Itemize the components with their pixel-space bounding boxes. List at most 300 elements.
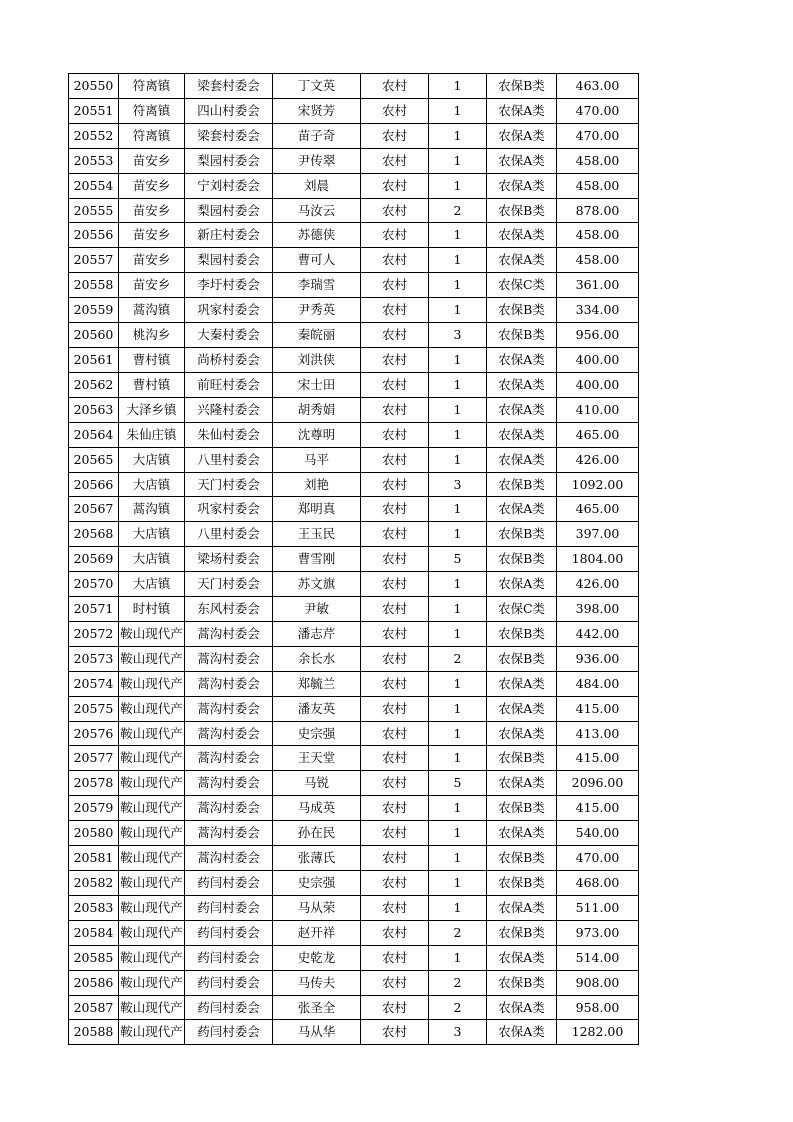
insurance-category-cell: 农保B类 (487, 621, 557, 646)
table-row (69, 746, 639, 771)
village-committee-cell: 蒿沟村委会 (185, 621, 273, 646)
person-name-cell: 曹雪刚 (273, 547, 361, 572)
insurance-category-cell: 农保B类 (487, 547, 557, 572)
person-count-cell: 1 (429, 273, 487, 298)
amount-cell: 470.00 (557, 98, 639, 123)
village-committee-cell: 药闫村委会 (185, 945, 273, 970)
insurance-category-cell: 农保A类 (487, 721, 557, 746)
village-committee-cell: 药闫村委会 (185, 920, 273, 945)
insurance-category-cell: 农保A类 (487, 671, 557, 696)
amount-cell: 398.00 (557, 597, 639, 622)
town-cell: 大店镇 (119, 472, 185, 497)
household-type-cell: 农村 (361, 422, 429, 447)
household-type-cell: 农村 (361, 497, 429, 522)
person-count-cell: 2 (429, 198, 487, 223)
town-cell: 苗安乡 (119, 173, 185, 198)
household-type-cell: 农村 (361, 98, 429, 123)
village-committee-cell: 药闫村委会 (185, 895, 273, 920)
person-count-cell: 1 (429, 397, 487, 422)
village-committee-cell: 梁套村委会 (185, 123, 273, 148)
household-type-cell: 农村 (361, 347, 429, 372)
town-cell: 鞍山现代产 (119, 1020, 185, 1045)
amount-cell: 465.00 (557, 497, 639, 522)
household-type-cell: 农村 (361, 173, 429, 198)
table-row (69, 995, 639, 1020)
person-name-cell: 丁文英 (273, 74, 361, 99)
insurance-category-cell: 农保C类 (487, 597, 557, 622)
village-committee-cell: 大秦村委会 (185, 323, 273, 348)
amount-cell: 334.00 (557, 298, 639, 323)
amount-cell: 878.00 (557, 198, 639, 223)
table-row (69, 597, 639, 622)
amount-cell: 413.00 (557, 721, 639, 746)
insurance-category-cell: 农保C类 (487, 273, 557, 298)
insurance-category-cell: 农保B类 (487, 472, 557, 497)
insurance-category-cell: 农保B类 (487, 522, 557, 547)
person-name-cell: 尹秀英 (273, 298, 361, 323)
record-id-cell: 20583 (69, 895, 119, 920)
household-type-cell: 农村 (361, 970, 429, 995)
record-id-cell: 20556 (69, 223, 119, 248)
table-row (69, 621, 639, 646)
person-name-cell: 郑毓兰 (273, 671, 361, 696)
household-type-cell: 农村 (361, 671, 429, 696)
household-type-cell: 农村 (361, 522, 429, 547)
table-row (69, 970, 639, 995)
person-count-cell: 1 (429, 796, 487, 821)
town-cell: 大店镇 (119, 572, 185, 597)
town-cell: 大店镇 (119, 547, 185, 572)
table-row (69, 372, 639, 397)
village-committee-cell: 蒿沟村委会 (185, 771, 273, 796)
village-committee-cell: 梁场村委会 (185, 547, 273, 572)
table-row (69, 98, 639, 123)
record-id-cell: 20572 (69, 621, 119, 646)
amount-cell: 361.00 (557, 273, 639, 298)
record-id-cell: 20558 (69, 273, 119, 298)
town-cell: 鞍山现代产 (119, 796, 185, 821)
person-name-cell: 王天堂 (273, 746, 361, 771)
table-row (69, 323, 639, 348)
village-committee-cell: 蒿沟村委会 (185, 846, 273, 871)
amount-cell: 458.00 (557, 148, 639, 173)
town-cell: 鞍山现代产 (119, 821, 185, 846)
person-count-cell: 1 (429, 148, 487, 173)
person-count-cell: 1 (429, 746, 487, 771)
town-cell: 符离镇 (119, 98, 185, 123)
table-row (69, 173, 639, 198)
village-committee-cell: 尚桥村委会 (185, 347, 273, 372)
person-name-cell: 余长水 (273, 646, 361, 671)
household-type-cell: 农村 (361, 372, 429, 397)
table-row (69, 298, 639, 323)
record-id-cell: 20580 (69, 821, 119, 846)
village-committee-cell: 蒿沟村委会 (185, 821, 273, 846)
person-name-cell: 马从荣 (273, 895, 361, 920)
person-name-cell: 王玉民 (273, 522, 361, 547)
person-name-cell: 刘洪侠 (273, 347, 361, 372)
village-committee-cell: 蒿沟村委会 (185, 796, 273, 821)
person-name-cell: 尹传翠 (273, 148, 361, 173)
amount-cell: 540.00 (557, 821, 639, 846)
record-id-cell: 20575 (69, 696, 119, 721)
person-count-cell: 5 (429, 547, 487, 572)
town-cell: 鞍山现代产 (119, 746, 185, 771)
person-name-cell: 秦皖丽 (273, 323, 361, 348)
record-id-cell: 20561 (69, 347, 119, 372)
amount-cell: 908.00 (557, 970, 639, 995)
table-row (69, 721, 639, 746)
person-count-cell: 2 (429, 970, 487, 995)
household-type-cell: 农村 (361, 123, 429, 148)
record-id-cell: 20585 (69, 945, 119, 970)
person-count-cell: 1 (429, 871, 487, 896)
village-committee-cell: 梨园村委会 (185, 248, 273, 273)
household-type-cell: 农村 (361, 74, 429, 99)
person-count-cell: 1 (429, 123, 487, 148)
record-id-cell: 20588 (69, 1020, 119, 1045)
amount-cell: 2096.00 (557, 771, 639, 796)
village-committee-cell: 八里村委会 (185, 522, 273, 547)
household-type-cell: 农村 (361, 447, 429, 472)
table-row (69, 547, 639, 572)
person-name-cell: 潘友英 (273, 696, 361, 721)
record-id-cell: 20581 (69, 846, 119, 871)
amount-cell: 511.00 (557, 895, 639, 920)
amount-cell: 397.00 (557, 522, 639, 547)
household-type-cell: 农村 (361, 273, 429, 298)
record-id-cell: 20587 (69, 995, 119, 1020)
record-id-cell: 20565 (69, 447, 119, 472)
village-committee-cell: 梁套村委会 (185, 74, 273, 99)
person-count-cell: 5 (429, 771, 487, 796)
town-cell: 大店镇 (119, 447, 185, 472)
amount-cell: 426.00 (557, 572, 639, 597)
amount-cell: 1282.00 (557, 1020, 639, 1045)
town-cell: 苗安乡 (119, 248, 185, 273)
village-committee-cell: 前旺村委会 (185, 372, 273, 397)
person-count-cell: 1 (429, 621, 487, 646)
town-cell: 鞍山现代产 (119, 970, 185, 995)
person-count-cell: 1 (429, 597, 487, 622)
records-table (68, 73, 639, 1045)
person-name-cell: 史宗强 (273, 721, 361, 746)
table-row (69, 646, 639, 671)
person-name-cell: 苗子奇 (273, 123, 361, 148)
table-row (69, 1020, 639, 1045)
town-cell: 苗安乡 (119, 223, 185, 248)
village-committee-cell: 巩家村委会 (185, 298, 273, 323)
town-cell: 符离镇 (119, 123, 185, 148)
town-cell: 符离镇 (119, 74, 185, 99)
amount-cell: 415.00 (557, 746, 639, 771)
person-name-cell: 郑明真 (273, 497, 361, 522)
amount-cell: 956.00 (557, 323, 639, 348)
village-committee-cell: 巩家村委会 (185, 497, 273, 522)
household-type-cell: 农村 (361, 248, 429, 273)
insurance-category-cell: 农保A类 (487, 771, 557, 796)
town-cell: 鞍山现代产 (119, 771, 185, 796)
person-count-cell: 1 (429, 572, 487, 597)
table-row (69, 347, 639, 372)
village-committee-cell: 蒿沟村委会 (185, 746, 273, 771)
table-row (69, 522, 639, 547)
table-row (69, 198, 639, 223)
person-name-cell: 尹敏 (273, 597, 361, 622)
person-count-cell: 1 (429, 74, 487, 99)
household-type-cell: 农村 (361, 821, 429, 846)
amount-cell: 468.00 (557, 871, 639, 896)
household-type-cell: 农村 (361, 646, 429, 671)
person-count-cell: 1 (429, 671, 487, 696)
town-cell: 曹村镇 (119, 347, 185, 372)
person-count-cell: 1 (429, 696, 487, 721)
village-committee-cell: 新庄村委会 (185, 223, 273, 248)
person-name-cell: 宋士田 (273, 372, 361, 397)
table-row (69, 771, 639, 796)
village-committee-cell: 蒿沟村委会 (185, 671, 273, 696)
household-type-cell: 农村 (361, 871, 429, 896)
table-row (69, 920, 639, 945)
insurance-category-cell: 农保A类 (487, 1020, 557, 1045)
record-id-cell: 20557 (69, 248, 119, 273)
town-cell: 鞍山现代产 (119, 696, 185, 721)
person-name-cell: 孙在民 (273, 821, 361, 846)
insurance-category-cell: 农保B类 (487, 746, 557, 771)
record-id-cell: 20568 (69, 522, 119, 547)
record-id-cell: 20554 (69, 173, 119, 198)
record-id-cell: 20586 (69, 970, 119, 995)
record-id-cell: 20569 (69, 547, 119, 572)
town-cell: 蒿沟镇 (119, 497, 185, 522)
person-count-cell: 1 (429, 447, 487, 472)
village-committee-cell: 蒿沟村委会 (185, 646, 273, 671)
person-name-cell: 曹可人 (273, 248, 361, 273)
table-row (69, 696, 639, 721)
table-row (69, 846, 639, 871)
village-committee-cell: 蒿沟村委会 (185, 696, 273, 721)
insurance-category-cell: 农保B类 (487, 871, 557, 896)
person-count-cell: 1 (429, 846, 487, 871)
town-cell: 苗安乡 (119, 273, 185, 298)
amount-cell: 400.00 (557, 372, 639, 397)
person-name-cell: 史乾龙 (273, 945, 361, 970)
amount-cell: 458.00 (557, 173, 639, 198)
household-type-cell: 农村 (361, 547, 429, 572)
household-type-cell: 农村 (361, 223, 429, 248)
amount-cell: 426.00 (557, 447, 639, 472)
village-committee-cell: 天门村委会 (185, 472, 273, 497)
table-row (69, 796, 639, 821)
table-row (69, 821, 639, 846)
person-name-cell: 史宗强 (273, 871, 361, 896)
insurance-category-cell: 农保A类 (487, 945, 557, 970)
person-count-cell: 1 (429, 721, 487, 746)
person-count-cell: 1 (429, 945, 487, 970)
insurance-category-cell: 农保A类 (487, 821, 557, 846)
amount-cell: 470.00 (557, 123, 639, 148)
record-id-cell: 20573 (69, 646, 119, 671)
town-cell: 苗安乡 (119, 148, 185, 173)
household-type-cell: 农村 (361, 621, 429, 646)
insurance-category-cell: 农保A类 (487, 895, 557, 920)
record-id-cell: 20571 (69, 597, 119, 622)
village-committee-cell: 四山村委会 (185, 98, 273, 123)
record-id-cell: 20555 (69, 198, 119, 223)
insurance-category-cell: 农保A类 (487, 98, 557, 123)
insurance-category-cell: 农保B类 (487, 920, 557, 945)
record-id-cell: 20560 (69, 323, 119, 348)
person-count-cell: 3 (429, 472, 487, 497)
town-cell: 曹村镇 (119, 372, 185, 397)
person-name-cell: 马平 (273, 447, 361, 472)
person-count-cell: 2 (429, 995, 487, 1020)
person-name-cell: 潘志芹 (273, 621, 361, 646)
person-count-cell: 1 (429, 248, 487, 273)
insurance-category-cell: 农保A类 (487, 497, 557, 522)
record-id-cell: 20551 (69, 98, 119, 123)
village-committee-cell: 天门村委会 (185, 572, 273, 597)
village-committee-cell: 朱仙村委会 (185, 422, 273, 447)
household-type-cell: 农村 (361, 771, 429, 796)
person-name-cell: 张薄氏 (273, 846, 361, 871)
person-count-cell: 1 (429, 522, 487, 547)
amount-cell: 484.00 (557, 671, 639, 696)
insurance-category-cell: 农保A类 (487, 123, 557, 148)
town-cell: 鞍山现代产 (119, 621, 185, 646)
amount-cell: 458.00 (557, 248, 639, 273)
household-type-cell: 农村 (361, 198, 429, 223)
village-committee-cell: 宁刘村委会 (185, 173, 273, 198)
person-count-cell: 1 (429, 173, 487, 198)
record-id-cell: 20550 (69, 74, 119, 99)
amount-cell: 415.00 (557, 696, 639, 721)
record-id-cell: 20564 (69, 422, 119, 447)
table-row (69, 472, 639, 497)
town-cell: 蒿沟镇 (119, 298, 185, 323)
record-id-cell: 20576 (69, 721, 119, 746)
amount-cell: 470.00 (557, 846, 639, 871)
person-name-cell: 马成英 (273, 796, 361, 821)
records-table-body (69, 74, 639, 1045)
village-committee-cell: 兴隆村委会 (185, 397, 273, 422)
amount-cell: 958.00 (557, 995, 639, 1020)
town-cell: 鞍山现代产 (119, 945, 185, 970)
village-committee-cell: 东风村委会 (185, 597, 273, 622)
record-id-cell: 20579 (69, 796, 119, 821)
village-committee-cell: 药闫村委会 (185, 871, 273, 896)
household-type-cell: 农村 (361, 148, 429, 173)
person-name-cell: 苏德侠 (273, 223, 361, 248)
table-row (69, 148, 639, 173)
household-type-cell: 农村 (361, 323, 429, 348)
person-name-cell: 刘晨 (273, 173, 361, 198)
insurance-category-cell: 农保B类 (487, 646, 557, 671)
table-row (69, 871, 639, 896)
person-count-cell: 1 (429, 895, 487, 920)
record-id-cell: 20582 (69, 871, 119, 896)
table-row (69, 123, 639, 148)
person-count-cell: 1 (429, 98, 487, 123)
village-committee-cell: 八里村委会 (185, 447, 273, 472)
person-count-cell: 1 (429, 372, 487, 397)
person-count-cell: 1 (429, 347, 487, 372)
amount-cell: 400.00 (557, 347, 639, 372)
table-row (69, 422, 639, 447)
table-row (69, 497, 639, 522)
table-row (69, 572, 639, 597)
table-row (69, 74, 639, 99)
record-id-cell: 20566 (69, 472, 119, 497)
person-count-cell: 2 (429, 646, 487, 671)
insurance-category-cell: 农保B类 (487, 970, 557, 995)
record-id-cell: 20552 (69, 123, 119, 148)
town-cell: 鞍山现代产 (119, 871, 185, 896)
insurance-category-cell: 农保A类 (487, 696, 557, 721)
town-cell: 鞍山现代产 (119, 646, 185, 671)
table-row (69, 397, 639, 422)
record-id-cell: 20559 (69, 298, 119, 323)
village-committee-cell: 梨园村委会 (185, 198, 273, 223)
household-type-cell: 农村 (361, 721, 429, 746)
insurance-category-cell: 农保B类 (487, 198, 557, 223)
person-name-cell: 李瑞雪 (273, 273, 361, 298)
village-committee-cell: 药闫村委会 (185, 1020, 273, 1045)
insurance-category-cell: 农保A类 (487, 148, 557, 173)
amount-cell: 936.00 (557, 646, 639, 671)
household-type-cell: 农村 (361, 397, 429, 422)
person-count-cell: 1 (429, 298, 487, 323)
person-name-cell: 刘艳 (273, 472, 361, 497)
amount-cell: 442.00 (557, 621, 639, 646)
person-name-cell: 沈尊明 (273, 422, 361, 447)
table-row (69, 273, 639, 298)
village-committee-cell: 梨园村委会 (185, 148, 273, 173)
amount-cell: 973.00 (557, 920, 639, 945)
person-count-cell: 2 (429, 920, 487, 945)
insurance-category-cell: 农保A类 (487, 173, 557, 198)
household-type-cell: 农村 (361, 572, 429, 597)
person-name-cell: 马传夫 (273, 970, 361, 995)
household-type-cell: 农村 (361, 796, 429, 821)
village-committee-cell: 蒿沟村委会 (185, 721, 273, 746)
insurance-category-cell: 农保B类 (487, 323, 557, 348)
household-type-cell: 农村 (361, 696, 429, 721)
amount-cell: 458.00 (557, 223, 639, 248)
town-cell: 鞍山现代产 (119, 895, 185, 920)
person-count-cell: 1 (429, 821, 487, 846)
village-committee-cell: 李圩村委会 (185, 273, 273, 298)
record-id-cell: 20584 (69, 920, 119, 945)
record-id-cell: 20577 (69, 746, 119, 771)
record-id-cell: 20570 (69, 572, 119, 597)
town-cell: 鞍山现代产 (119, 721, 185, 746)
insurance-category-cell: 农保A类 (487, 422, 557, 447)
town-cell: 鞍山现代产 (119, 995, 185, 1020)
table-row (69, 447, 639, 472)
person-name-cell: 马锐 (273, 771, 361, 796)
household-type-cell: 农村 (361, 597, 429, 622)
person-count-cell: 1 (429, 223, 487, 248)
person-count-cell: 3 (429, 323, 487, 348)
person-name-cell: 苏文旗 (273, 572, 361, 597)
household-type-cell: 农村 (361, 1020, 429, 1045)
table-row (69, 248, 639, 273)
person-count-cell: 3 (429, 1020, 487, 1045)
record-id-cell: 20562 (69, 372, 119, 397)
town-cell: 时村镇 (119, 597, 185, 622)
village-committee-cell: 药闫村委会 (185, 995, 273, 1020)
